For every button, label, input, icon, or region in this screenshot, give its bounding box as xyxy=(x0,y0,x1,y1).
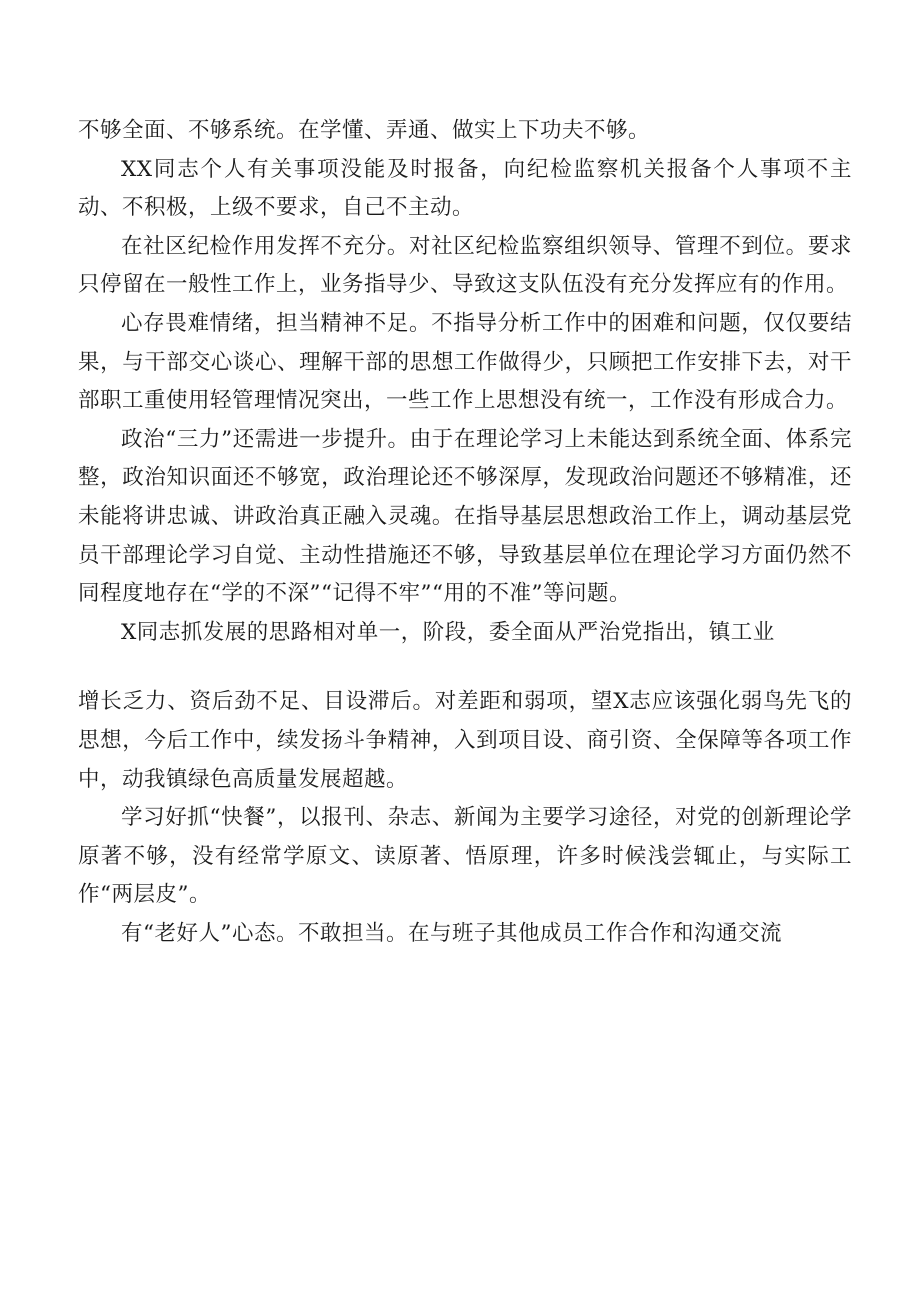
paragraph-7: 增长乏力、资后劲不足、目设滞后。对差距和弱项，望X志应该强化弱鸟先飞的思想，今后工作中，续发扬斗争精神，入到项目设、商引资、全保障等各项工作中，动我镇绿色高质量发展超越。 xyxy=(78,689,852,792)
paragraph-6: X同志抓发展的思路相对单一，阶段，委全面从严治党指出，镇工业 xyxy=(121,619,775,645)
paragraph-1: 不够全面、不够系统。在学懂、弄通、做实上下功夫不够。 xyxy=(78,118,651,143)
paragraph-3: 在社区纪检作用发挥不充分。对社区纪检监察组织领导、管理不到位。要求只停留在一般性工作上，业务指导少、导致这支队伍没有充分发挥应有的作用。 xyxy=(78,233,852,298)
document-body xyxy=(78,112,852,953)
paragraph-4: 心存畏难情绪，担当精神不足。不指导分析工作中的困难和问题，仅仅要结果，与干部交心谈心、理解干部的思想工作做得少，只顾把工作安排下去，对干部职工重使用轻管理情况突出，一些工作上思想没有统一，工作没有形成合力。 xyxy=(78,310,852,414)
paragraph-2: XX同志个人有关事项没能及时报备，向纪检监察机关报备个人事项不主动、不积极，上级不要求，自己不主动。 xyxy=(78,156,852,221)
paragraph-8: 学习好抓“快餐”，以报刊、杂志、新闻为主要学习途径，对党的创新理论学原著不够，没有经常学原文、读原著、悟原理，许多时候浅尝辄止，与实际工作“两层皮”。 xyxy=(78,805,852,908)
paragraph-9: 有“老好人”心态。不敢担当。在与班子其他成员工作合作和沟通交流 xyxy=(121,920,782,946)
paragraph-5: 政治“三力”还需进一步提升。由于在理论学习上未能达到系统全面、体系完整，政治知识面还不够宽，政治理论还不够深厚，发现政治问题还不够精准，还未能将讲忠诚、讲政治真正融入灵魂。在指导基层思想政治工作上，调动基层党员干部理论学习自觉、主动性措施还不够，导致基层单位在理论学习方面仍然不同程度地存在“学的不深”“记得不牢”“用的不准”等问题。 xyxy=(78,426,852,607)
